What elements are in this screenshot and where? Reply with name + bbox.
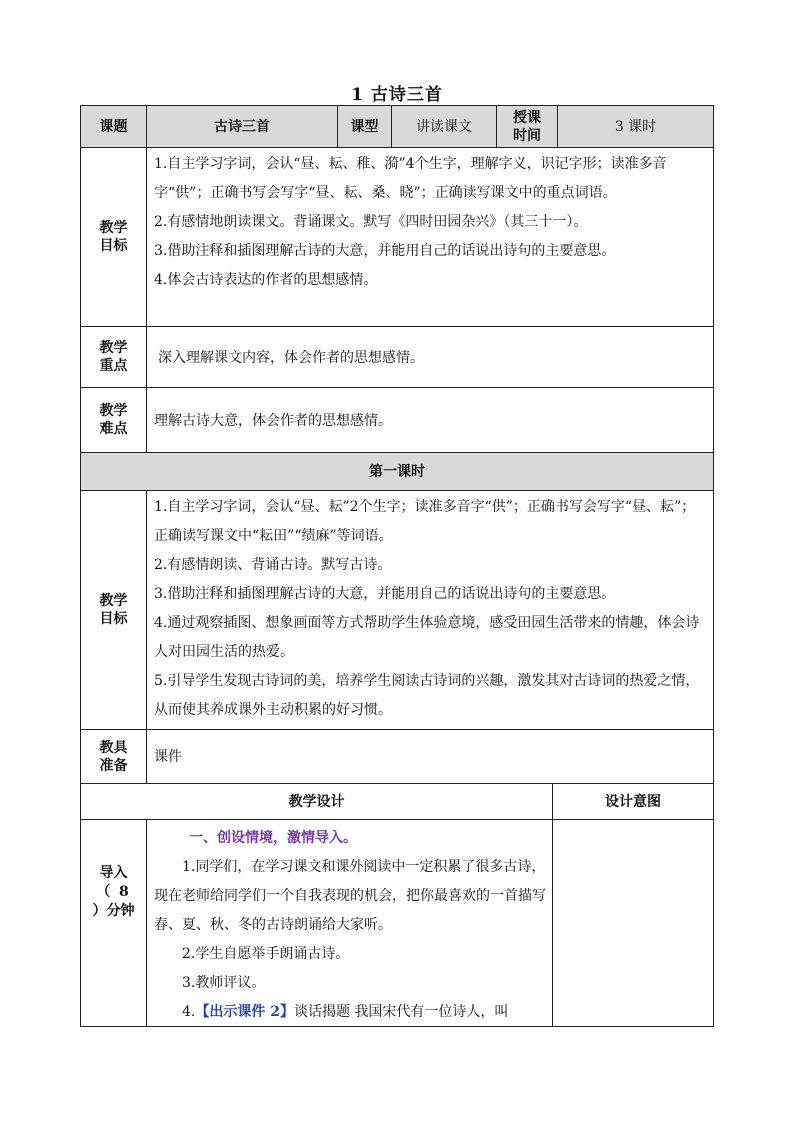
intro-label-cell (80, 819, 147, 1027)
goals-item-3: 3.借助注释和插图理解古诗的大意，并能用自己的话说出诗句的主要意思。 (154, 243, 616, 259)
time-value-cell (557, 105, 714, 148)
topic-value: 古诗三首 (214, 118, 270, 135)
intent-header-cell (552, 783, 714, 820)
difficulties-label-line-1: 教学 (99, 403, 128, 419)
topic-value-cell (146, 105, 338, 148)
materials-label-line-2: 准备 (99, 757, 128, 774)
intro-para-3: 3.教师评议。 (182, 975, 266, 991)
lesson-goals-item-4: 4.通过观察插图、想象画面等方式帮助学生体验意境，感受田园生活带来的情趣，体会诗人对田园生活的热爱。 (154, 615, 700, 660)
type-value-cell (391, 105, 497, 148)
goals-label-cell (80, 147, 147, 327)
difficulties-content-cell (146, 387, 714, 453)
key-points-label-line-1: 教学 (99, 340, 128, 356)
intro-label-line-3: ）分钟 (92, 903, 135, 919)
intro-intent-cell (552, 819, 714, 1027)
lesson-goals-content-cell (146, 490, 714, 730)
goals-item-2: 2.有感情地朗读课文。背诵课文。默写《四时田园杂兴》（其三十一）。 (154, 214, 588, 230)
lesson-goals-item-3: 3.借助注释和插图理解古诗的大意，并能用自己的话说出诗句的主要意思。 (154, 586, 616, 602)
goals-item-1: 1.自主学习字词，会认“昼、耘、稚、漪”4个生字，理解字义，识记字形；读准多音字“供”；正确书写会写字“昼、耘、桑、晓”；正确读写课文中的重点词语。 (154, 156, 667, 201)
key-points-label-line-2: 重点 (99, 358, 128, 374)
type-value: 讲读课文 (416, 118, 472, 135)
materials-content-cell (146, 729, 714, 784)
intro-label-line-1: 导入 (99, 865, 128, 881)
time-label-cell (496, 105, 558, 148)
lesson-goals-label-cell (80, 490, 147, 730)
goals-content-cell (146, 147, 714, 327)
lesson-goals-label-line-2: 目标 (99, 611, 128, 627)
intro-para-4 (154, 998, 548, 1027)
lesson-one-heading: 第一课时 (369, 463, 425, 480)
materials-label-cell (80, 729, 147, 784)
goals-label-line-1: 教学 (99, 220, 128, 236)
lesson-one-heading-cell (80, 452, 714, 491)
lesson-goals-item-2: 2.有感情朗读、背诵古诗。默写古诗。 (154, 557, 392, 573)
difficulties-text: 理解古诗大意，体会作者的思想感情。 (154, 412, 392, 429)
materials-text: 课件 (154, 749, 182, 765)
time-label-line-1: 授课 (513, 109, 541, 126)
type-label: 课型 (350, 118, 379, 135)
lesson-goals-item-5: 5.引导学生发现古诗词的美，培养学生阅读古诗词的兴趣，激发其对古诗词的热爱之情，从而使其养成课外主动积累的好习惯。 (154, 673, 700, 718)
intent-header: 设计意图 (605, 793, 661, 810)
intro-section-title: 一、创设情境，激情导入。 (189, 830, 357, 846)
design-header-cell (80, 783, 553, 820)
materials-label-line-1: 教具 (99, 739, 128, 756)
topic-label: 课题 (99, 118, 128, 135)
goals-item-4: 4.体会古诗表达的作者的思想感情。 (154, 272, 378, 288)
difficulties-label-line-2: 难点 (99, 421, 128, 437)
type-label-cell (337, 105, 392, 148)
intro-para-4-tag: 【出示课件 2】 (195, 1004, 294, 1020)
key-points-content-cell (146, 326, 714, 388)
lesson-goals-label-line-1: 教学 (99, 593, 128, 609)
page-title: 1 古诗三首 (351, 85, 443, 105)
intro-para-4-text: 谈话揭题 我国宋代有一位诗人，叫 (293, 1004, 509, 1020)
lesson-goals-item-1: 1.自主学习字词，会认“昼、耘”2个生字；读准多音字“供”；正确书写会写字“昼、耘”；正确读写课文中“耘田”“绩麻”等词语。 (154, 499, 696, 544)
key-points-text: 深入理解课文内容，体会作者的思想感情。 (158, 349, 424, 366)
intro-para-1: 1.同学们，在学习课文和课外阅读中一定积累了很多古诗，现在老师给同学们一个自我表现的机会，把你最喜欢的一首描写春、夏、秋、冬的古诗朗诵给大家听。 (154, 859, 546, 933)
key-points-label-cell (80, 326, 147, 388)
intro-para-4-num: 4. (182, 1004, 196, 1020)
time-value: 3 课时 (614, 118, 657, 135)
intro-content-cell (146, 819, 553, 1027)
intro-para-2: 2.学生自愿举手朗诵古诗。 (182, 946, 350, 962)
intro-label-line-2: （ 8 (96, 884, 131, 900)
difficulties-label-cell (80, 387, 147, 453)
goals-label-line-2: 目标 (99, 238, 128, 254)
topic-label-cell (80, 105, 147, 148)
design-header: 教学设计 (288, 793, 345, 810)
time-label-line-2: 时间 (513, 127, 541, 144)
